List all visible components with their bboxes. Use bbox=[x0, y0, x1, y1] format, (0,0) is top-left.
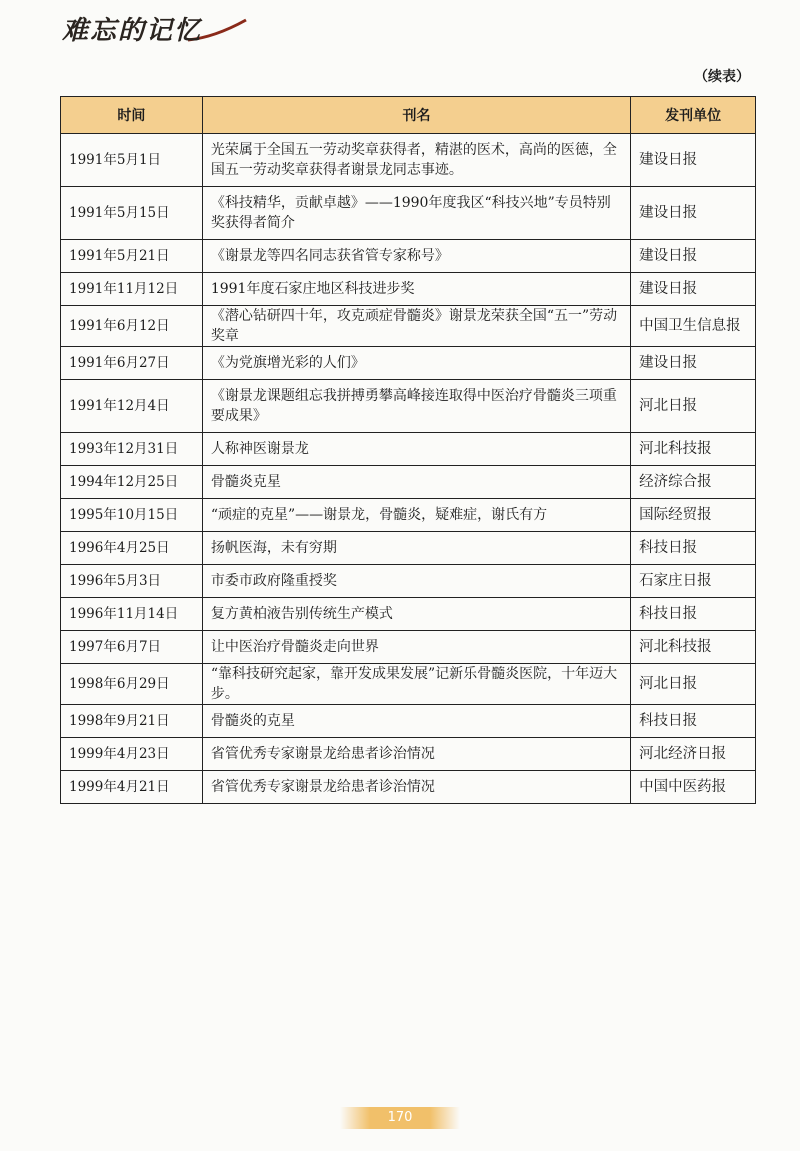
cell-date: 1991年6月12日 bbox=[61, 306, 203, 347]
cell-date: 1994年12月25日 bbox=[61, 466, 203, 499]
cell-title: 《潜心钻研四十年，攻克顽症骨髓炎》谢景龙荣获全国“五一”劳动奖章 bbox=[202, 306, 630, 347]
table-row bbox=[61, 273, 756, 306]
cell-publisher: 建设日报 bbox=[631, 187, 756, 240]
table-row bbox=[61, 240, 756, 273]
table-row bbox=[61, 380, 756, 433]
cell-title: 《科技精华，贡献卓越》——1990年度我区“科技兴地”专员特别奖获得者简介 bbox=[202, 187, 630, 240]
cell-title: 骨髓炎克星 bbox=[202, 466, 630, 499]
table-body bbox=[61, 134, 756, 804]
column-header-publisher: 发刊单位 bbox=[631, 97, 756, 134]
table-row bbox=[61, 347, 756, 380]
cell-publisher: 中国卫生信息报 bbox=[631, 306, 756, 347]
table-row bbox=[61, 631, 756, 664]
cell-date: 1998年6月29日 bbox=[61, 664, 203, 705]
cell-title: 让中医治疗骨髓炎走向世界 bbox=[202, 631, 630, 664]
table-row bbox=[61, 499, 756, 532]
cell-publisher: 建设日报 bbox=[631, 134, 756, 187]
cell-publisher: 建设日报 bbox=[631, 273, 756, 306]
cell-date: 1996年11月14日 bbox=[61, 598, 203, 631]
cell-date: 1993年12月31日 bbox=[61, 433, 203, 466]
cell-title: 省管优秀专家谢景龙给患者诊治情况 bbox=[202, 738, 630, 771]
column-header-date: 时间 bbox=[61, 97, 203, 134]
table-row bbox=[61, 738, 756, 771]
cell-title: “靠科技研究起家，靠开发成果发展”记新乐骨髓炎医院，十年迈大步。 bbox=[202, 664, 630, 705]
continued-label: （续表） bbox=[694, 69, 750, 85]
cell-publisher: 河北科技报 bbox=[631, 433, 756, 466]
cell-publisher: 科技日报 bbox=[631, 598, 756, 631]
cell-title: 人称神医谢景龙 bbox=[202, 433, 630, 466]
cell-title: 《谢景龙等四名同志获省管专家称号》 bbox=[202, 240, 630, 273]
table-row bbox=[61, 306, 756, 347]
table-header-row bbox=[61, 97, 756, 134]
table-row bbox=[61, 433, 756, 466]
cell-date: 1999年4月21日 bbox=[61, 771, 203, 804]
cell-title: 《谢景龙课题组忘我拼搏勇攀高峰接连取得中医治疗骨髓炎三项重要成果》 bbox=[202, 380, 630, 433]
cell-date: 1991年5月1日 bbox=[61, 134, 203, 187]
cell-title: 1991年度石家庄地区科技进步奖 bbox=[202, 273, 630, 306]
cell-title: 复方黄柏液告别传统生产模式 bbox=[202, 598, 630, 631]
column-header-title: 刊名 bbox=[202, 97, 630, 134]
cell-publisher: 建设日报 bbox=[631, 240, 756, 273]
cell-title: 省管优秀专家谢景龙给患者诊治情况 bbox=[202, 771, 630, 804]
cell-publisher: 科技日报 bbox=[631, 705, 756, 738]
table-row bbox=[61, 532, 756, 565]
cell-date: 1991年6月27日 bbox=[61, 347, 203, 380]
cell-publisher: 河北经济日报 bbox=[631, 738, 756, 771]
cell-publisher: 国际经贸报 bbox=[631, 499, 756, 532]
cell-publisher: 科技日报 bbox=[631, 532, 756, 565]
cell-title: 扬帆医海，未有穷期 bbox=[202, 532, 630, 565]
cell-date: 1997年6月7日 bbox=[61, 631, 203, 664]
table-row bbox=[61, 565, 756, 598]
cell-publisher: 中国中医药报 bbox=[631, 771, 756, 804]
book-logo bbox=[58, 8, 248, 48]
cell-publisher: 河北日报 bbox=[631, 664, 756, 705]
table-row bbox=[61, 134, 756, 187]
table-row bbox=[61, 664, 756, 705]
cell-date: 1991年11月12日 bbox=[61, 273, 203, 306]
publication-table bbox=[60, 96, 756, 804]
cell-date: 1998年9月21日 bbox=[61, 705, 203, 738]
cell-date: 1999年4月23日 bbox=[61, 738, 203, 771]
cell-date: 1995年10月15日 bbox=[61, 499, 203, 532]
cell-publisher: 河北科技报 bbox=[631, 631, 756, 664]
table-row bbox=[61, 598, 756, 631]
cell-date: 1996年4月25日 bbox=[61, 532, 203, 565]
cell-publisher: 河北日报 bbox=[631, 380, 756, 433]
cell-title: 市委市政府隆重授奖 bbox=[202, 565, 630, 598]
cell-publisher: 建设日报 bbox=[631, 347, 756, 380]
cell-date: 1991年12月4日 bbox=[61, 380, 203, 433]
cell-publisher: 经济综合报 bbox=[631, 466, 756, 499]
cell-publisher: 石家庄日报 bbox=[631, 565, 756, 598]
cell-date: 1991年5月15日 bbox=[61, 187, 203, 240]
cell-date: 1991年5月21日 bbox=[61, 240, 203, 273]
cell-title: “顽症的克星”——谢景龙，骨髓炎，疑难症，谢氏有方 bbox=[202, 499, 630, 532]
table-row bbox=[61, 771, 756, 804]
table-row bbox=[61, 187, 756, 240]
cell-title: 《为党旗增光彩的人们》 bbox=[202, 347, 630, 380]
page-number: 170 bbox=[340, 1107, 460, 1129]
cell-date: 1996年5月3日 bbox=[61, 565, 203, 598]
table-row bbox=[61, 705, 756, 738]
cell-title: 光荣属于全国五一劳动奖章获得者，精湛的医术，高尚的医德，全国五一劳动奖章获得者谢景龙同志事迹。 bbox=[202, 134, 630, 187]
table-row bbox=[61, 466, 756, 499]
logo-text: 难忘的记忆 bbox=[62, 16, 203, 46]
cell-title: 骨髓炎的克星 bbox=[202, 705, 630, 738]
